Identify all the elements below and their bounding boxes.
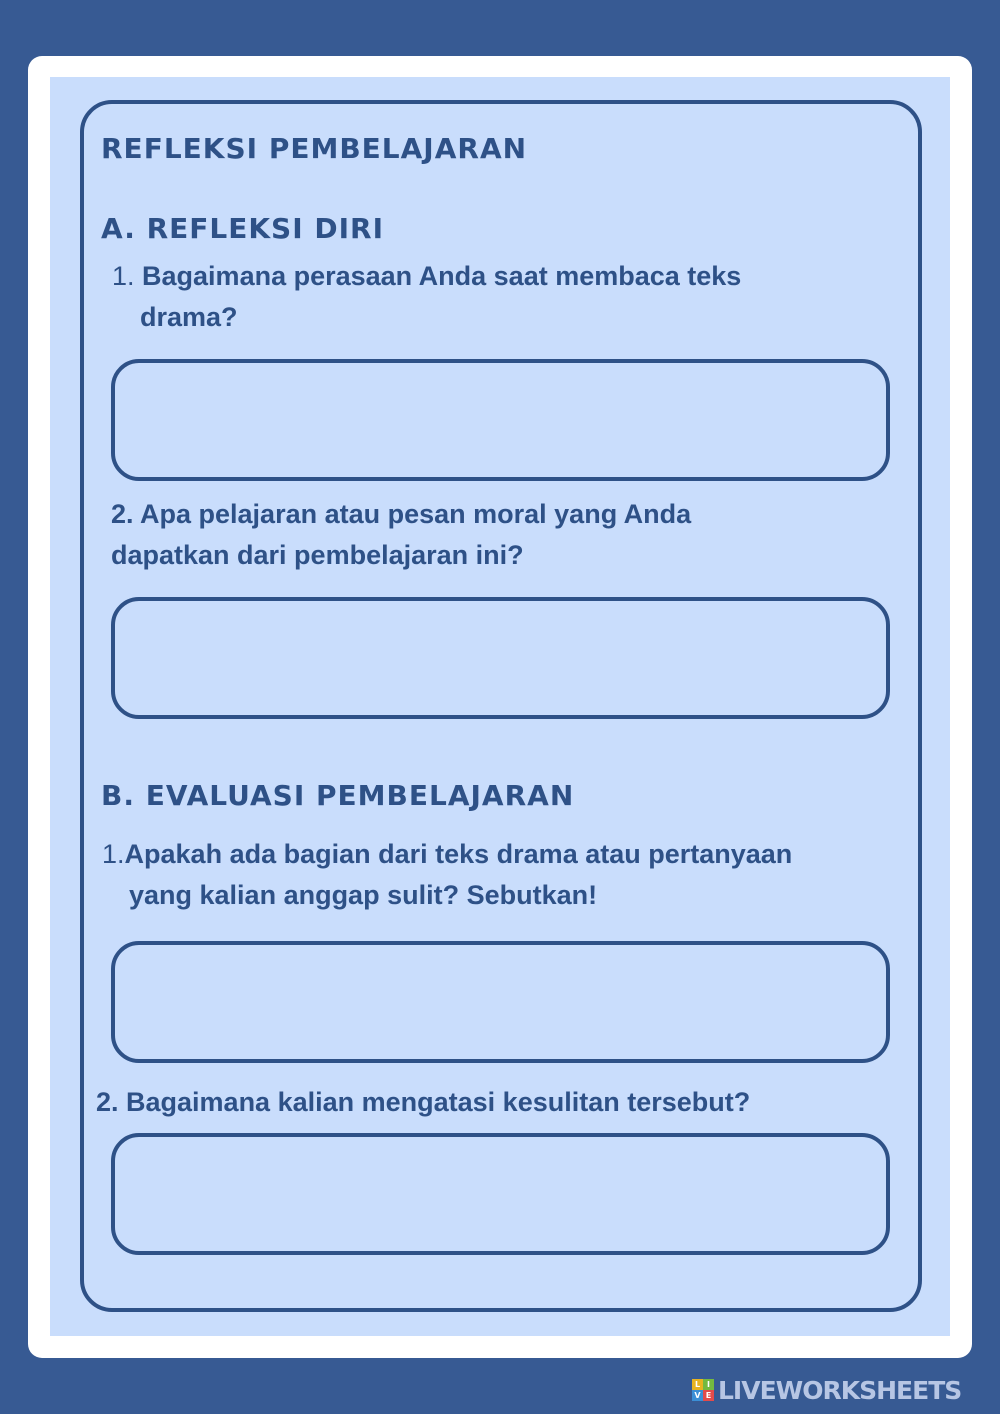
liveworksheets-logo-icon (692, 1379, 714, 1401)
page-title: REFLEKSI PEMBELAJARAN (101, 132, 528, 165)
question-a1 (112, 256, 741, 338)
answer-box-b2[interactable] (111, 1133, 890, 1255)
question-text: Bagaimana perasaan Anda saat membaca teks (134, 261, 742, 291)
question-b2 (96, 1082, 750, 1123)
watermark-text: LIVEWORKSHEETS (718, 1375, 962, 1405)
question-number: 1. (102, 839, 125, 869)
section-a-heading: A. REFLEKSI DIRI (101, 212, 385, 245)
question-a2 (111, 494, 691, 576)
question-text: 2. Apa pelajaran atau pesan moral yang Anda (111, 499, 692, 529)
question-number: 1. (112, 261, 135, 291)
logo-letter: V (692, 1390, 703, 1401)
question-b1 (102, 834, 792, 916)
question-text: 2. Bagaimana kalian mengatasi kesulitan tersebut? (96, 1087, 751, 1117)
question-text-continued: dapatkan dari pembelajaran ini? (111, 540, 524, 570)
section-b-heading: B. EVALUASI PEMBELAJARAN (101, 779, 575, 812)
question-text-continued: yang kalian anggap sulit? Sebutkan! (129, 880, 598, 910)
answer-box-b1[interactable] (111, 941, 890, 1063)
logo-letter: L (692, 1379, 703, 1390)
answer-box-a1[interactable] (111, 359, 890, 481)
logo-letter: E (703, 1390, 714, 1401)
question-text-continued: drama? (140, 302, 238, 332)
logo-letter: I (703, 1379, 714, 1390)
liveworksheets-watermark (692, 1374, 961, 1406)
question-text: Apakah ada bagian dari teks drama atau pertanyaan (124, 839, 793, 869)
answer-box-a2[interactable] (111, 597, 890, 719)
